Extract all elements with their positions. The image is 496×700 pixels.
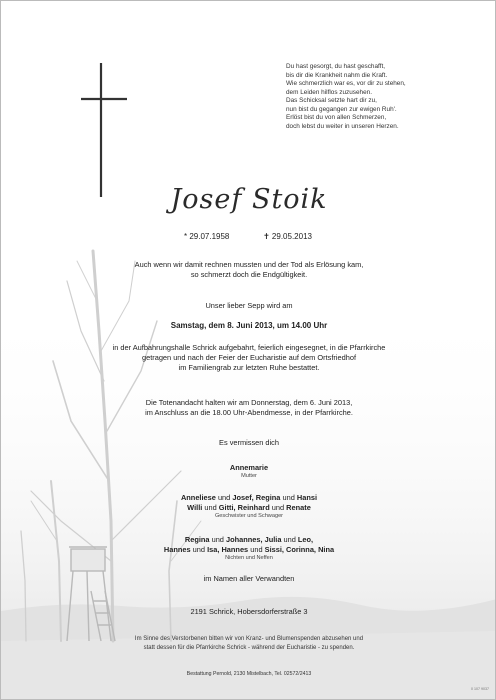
siblings-role: Geschwister und Schwager <box>214 513 284 519</box>
birth-date: * 29.07.1958 <box>184 232 230 241</box>
intro-line: so schmerzt doch die Endgültigkeit. <box>190 270 308 279</box>
donation-line: statt dessen für die Pfarrkirche Schrick - während der Eucharistie - zu spenden. <box>143 644 355 651</box>
poem-line: nun bist du gegangen zur ewigen Ruh'. <box>286 105 397 113</box>
relatives-line: im Namen aller Verwandten <box>203 574 295 583</box>
mourner-name: Johannes, <box>225 535 263 544</box>
mourner-name: Isa, <box>207 545 220 554</box>
donation-line: Im Sinne des Verstorbenen bitten wir von Kranz- und Blumenspenden abzusehen und <box>134 636 364 642</box>
mourner-name: Hansi <box>296 493 318 502</box>
mourner-name: Regina <box>184 535 210 544</box>
announcement: Unser lieber Sepp wird am <box>205 301 293 310</box>
funeral-details-line: im Familiengrab zur letzten Ruhe bestattet. <box>178 363 320 372</box>
poem-line: Das Schicksal setzte hart dir zu, <box>286 97 377 104</box>
mourner-name: Nina <box>318 545 335 554</box>
funeral-details <box>1 343 496 373</box>
siblings-line-1 <box>1 493 496 503</box>
intro-text <box>1 260 496 280</box>
funeral-details-line: in der Aufbahrungshalle Schrick aufgebahrt, feierlich eingesegnet, in die Pfarrkirche <box>112 343 386 352</box>
mourner-name: Sissi, <box>264 545 284 554</box>
mourner-name: Julia <box>264 535 282 544</box>
conjunction: und <box>282 493 295 502</box>
mourners-nieces-nephews <box>1 535 496 562</box>
mourners-siblings <box>1 493 496 520</box>
print-code: 0 107 9037 <box>471 687 489 691</box>
poem-line: Erlöst bist du von allen Schmerzen, <box>286 114 387 121</box>
nieces-line-2 <box>1 545 496 555</box>
death-date: ✝ 29.05.2013 <box>263 232 312 241</box>
funeral-details-line: getragen und nach der Feier der Eucharistie auf dem Ortsfriedhof <box>141 353 357 362</box>
poem-line: doch lebst du weiter in unseren Herzen. <box>286 122 399 130</box>
poem-line: Du hast gesorgt, du hast geschafft, <box>286 63 385 70</box>
poem-line: Wie schmerzlich war es, vor dir zu stehen, <box>286 80 406 87</box>
mourner-name: Gitti, <box>218 503 236 512</box>
poem-line: bis dir die Krankheit nahm die Kraft. <box>286 71 388 79</box>
mourner-name: Hannes <box>221 545 249 554</box>
conjunction: und <box>283 535 296 544</box>
donation-note <box>1 635 496 652</box>
mourner-name: Leo, <box>297 535 314 544</box>
conjunction: und <box>217 493 231 502</box>
conjunction: und <box>271 503 285 512</box>
memorial-text <box>1 398 496 418</box>
wife-name: Annemarie <box>229 463 269 472</box>
mourner-name: Reinhard <box>237 503 270 512</box>
mourner-name: Hannes <box>163 545 191 554</box>
mourner-name: Anneliese <box>180 493 216 502</box>
conjunction: und <box>211 535 224 544</box>
conjunction: und <box>250 545 263 554</box>
mourner-name: Willi <box>187 503 203 512</box>
poem-line: dem Leiden hilflos zuzusehen. <box>286 88 372 96</box>
mourner-name: Renate <box>286 503 311 512</box>
mourners-intro: Es vermissen dich <box>219 438 279 447</box>
conjunction: und <box>204 503 217 512</box>
poem <box>286 63 486 131</box>
address: 2191 Schrick, Hobersdorferstraße 3 <box>190 607 308 616</box>
nieces-line-1 <box>1 535 496 545</box>
nieces-role: Nichten und Neffen <box>225 555 273 561</box>
wife-role: Mutter <box>241 473 257 479</box>
siblings-line-2 <box>1 503 496 513</box>
mourner-name: Regina <box>255 493 281 502</box>
deceased-name: Josef Stoik <box>170 184 328 215</box>
intro-line: Auch wenn wir damit rechnen mussten und der Tod als Erlösung kam, <box>134 260 364 269</box>
mourners-wife <box>1 463 496 480</box>
conjunction: und <box>192 545 206 554</box>
memorial-line: Die Totenandacht halten wir am Donnerstag, dem 6. Juni 2013, <box>145 398 353 407</box>
mourner-name: Corinna, <box>286 545 316 554</box>
funeral-date: Samstag, dem 8. Juni 2013, um 14.00 Uhr <box>170 321 328 330</box>
funeral-home: Bestattung Pernold, 2130 Mistelbach, Tel. 02572/2413 <box>186 671 312 677</box>
memorial-line: im Anschluss an die 18.00 Uhr-Abendmesse, in der Pfarrkirche. <box>145 408 353 417</box>
mourner-name: Josef, <box>232 493 254 502</box>
